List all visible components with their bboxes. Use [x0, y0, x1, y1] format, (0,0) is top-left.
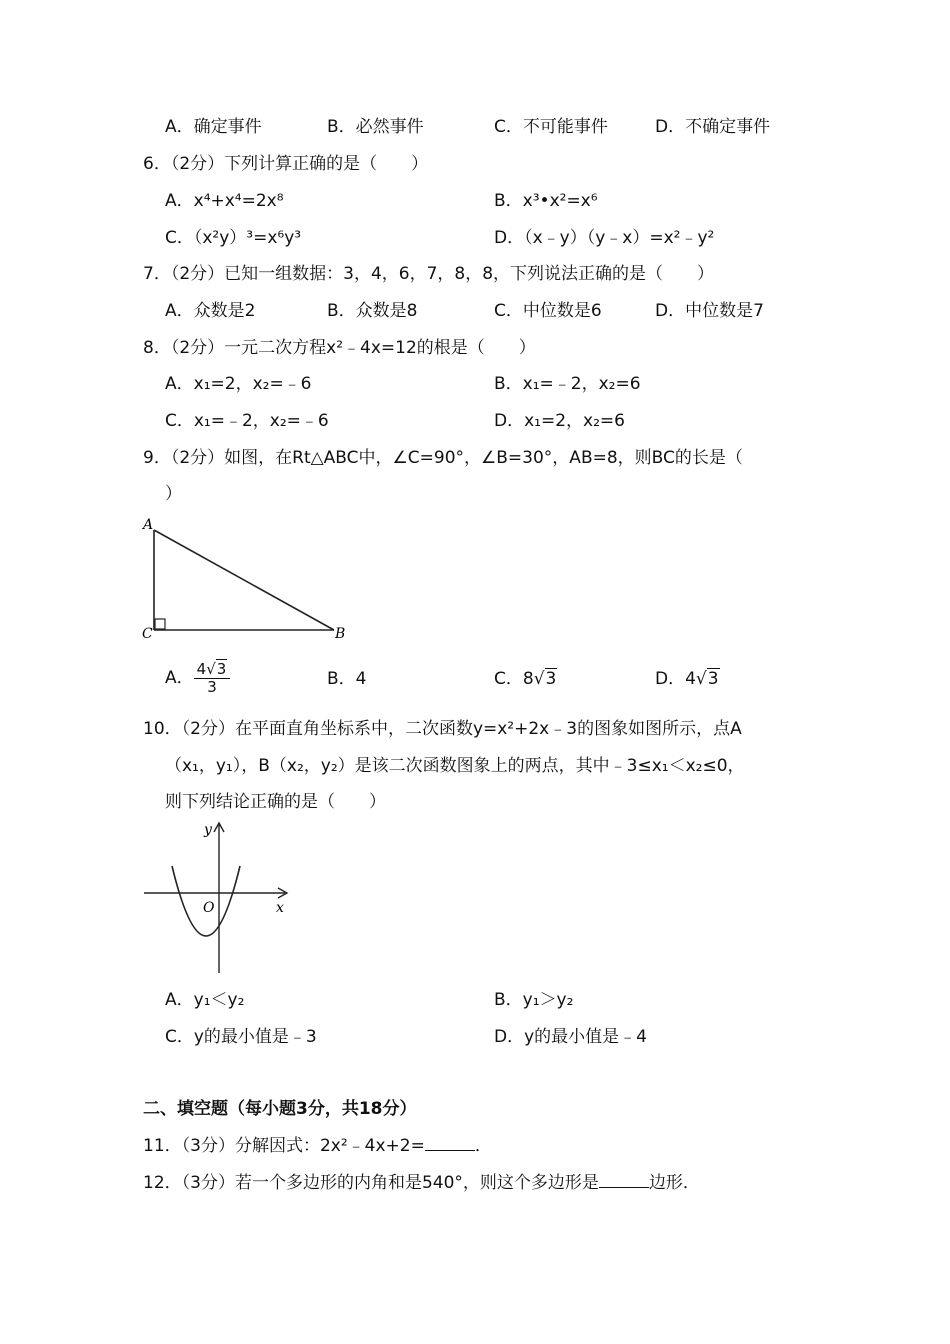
- section-2-title: 二、填空题（每小题3分，共18分）: [143, 1099, 417, 1119]
- q12-end: 边形．: [648, 1173, 700, 1193]
- right-angle-mark: [155, 619, 165, 629]
- q10-stem-line2: （x₁，y₁），B（x₂，y₂）是该二次函数图象上的两点，其中﹣3≤x₁＜x₂≤0，: [165, 756, 745, 776]
- q9-a-num-coef: 4: [196, 659, 207, 678]
- q8-option-b: B．x₁=﹣2，x₂=6: [494, 374, 641, 394]
- q9-c-prefix: C．8: [494, 669, 534, 689]
- q9-option-d: D．4√3: [655, 669, 719, 689]
- q6-option-a: A．x⁴+x⁴=2x⁸: [165, 191, 284, 211]
- q12: [143, 1172, 700, 1194]
- q8-option-c: C．x₁=﹣2，x₂=﹣6: [165, 411, 329, 431]
- q9-a-num-rad: 3: [216, 659, 227, 678]
- q7-option-c: C．中位数是6: [494, 301, 602, 321]
- q12-stem: 12．（3分）若一个多边形的内角和是540°，则这个多边形是: [143, 1173, 599, 1193]
- q8-option-a: A．x₁=2，x₂=﹣6: [165, 374, 312, 394]
- q10-option-d: D．y的最小值是﹣4: [494, 1027, 647, 1047]
- q11: [143, 1135, 492, 1157]
- q9-a-den: 3: [207, 677, 217, 696]
- q5-option-a: A．确定事件: [165, 117, 262, 137]
- q9-option-b: B．4: [327, 669, 367, 689]
- axis-label-y: y: [204, 822, 212, 838]
- q9-stem-line2: ）: [165, 484, 182, 504]
- q6-option-c: C．（x²y）³=x⁶y³: [165, 228, 302, 248]
- q9-d-rad: 3: [707, 669, 719, 689]
- q8-option-d: D．x₁=2，x₂=6: [494, 411, 625, 431]
- q9-triangle-figure: [138, 510, 358, 645]
- q9-option-c: C．8√3: [494, 669, 557, 689]
- q5-option-c: C．不可能事件: [494, 117, 608, 137]
- origin-label: O: [203, 900, 215, 916]
- q11-end: ．: [474, 1136, 492, 1156]
- q9-option-a-prefix: A．: [165, 668, 194, 688]
- q6-option-b: B．x³•x²=x⁶: [494, 191, 598, 211]
- q6-option-d: D．（x﹣y）（y﹣x）=x²﹣y²: [494, 228, 715, 248]
- vertex-label-b: B: [335, 626, 346, 642]
- q9-d-prefix: D．4: [655, 669, 696, 689]
- vertex-label-c: C: [142, 626, 153, 642]
- q10-stem-line1: 10．（2分）在平面直角坐标系中，二次函数y=x²+2x﹣3的图象如图所示，点A: [143, 719, 742, 739]
- q5-option-d: D．不确定事件: [655, 117, 771, 137]
- q7-option-b: B．众数是8: [327, 301, 418, 321]
- q10-option-b: B．y₁＞y₂: [494, 990, 574, 1010]
- vertex-label-a: A: [143, 517, 154, 533]
- q9-stem-line1: 9．（2分）如图，在Rt△ABC中，∠C=90°，∠B=30°，AB=8，则BC的长是（: [143, 448, 743, 468]
- triangle-side-ab: [154, 530, 334, 630]
- q11-answer-blank[interactable]: [425, 1135, 475, 1151]
- q11-stem: 11．（3分）分解因式：2x²﹣4x+2=: [143, 1136, 425, 1156]
- q10-parabola-figure: [140, 818, 300, 978]
- q9-option-a-fraction: $\frac{4√3}{3}$: [194, 661, 231, 696]
- q8-stem: 8．（2分）一元二次方程x²﹣4x=12的根是（ ）: [143, 338, 536, 358]
- q10-option-c: C．y的最小值是﹣3: [165, 1027, 317, 1047]
- q7-option-d: D．中位数是7: [655, 301, 764, 321]
- q12-answer-blank[interactable]: [599, 1172, 649, 1188]
- q7-option-a: A．众数是2: [165, 301, 256, 321]
- q5-option-b: B．必然事件: [327, 117, 424, 137]
- q7-stem: 7．（2分）已知一组数据：3，4，6，7，8，8，下列说法正确的是（ ）: [143, 264, 715, 284]
- q9-option-a: [165, 656, 230, 700]
- q10-stem-line3: 则下列结论正确的是（ ）: [165, 792, 386, 812]
- axis-label-x: x: [276, 900, 284, 916]
- q9-c-rad: 3: [545, 669, 557, 689]
- q10-option-a: A．y₁＜y₂: [165, 990, 245, 1010]
- q6-stem: 6．（2分）下列计算正确的是（ ）: [143, 154, 429, 174]
